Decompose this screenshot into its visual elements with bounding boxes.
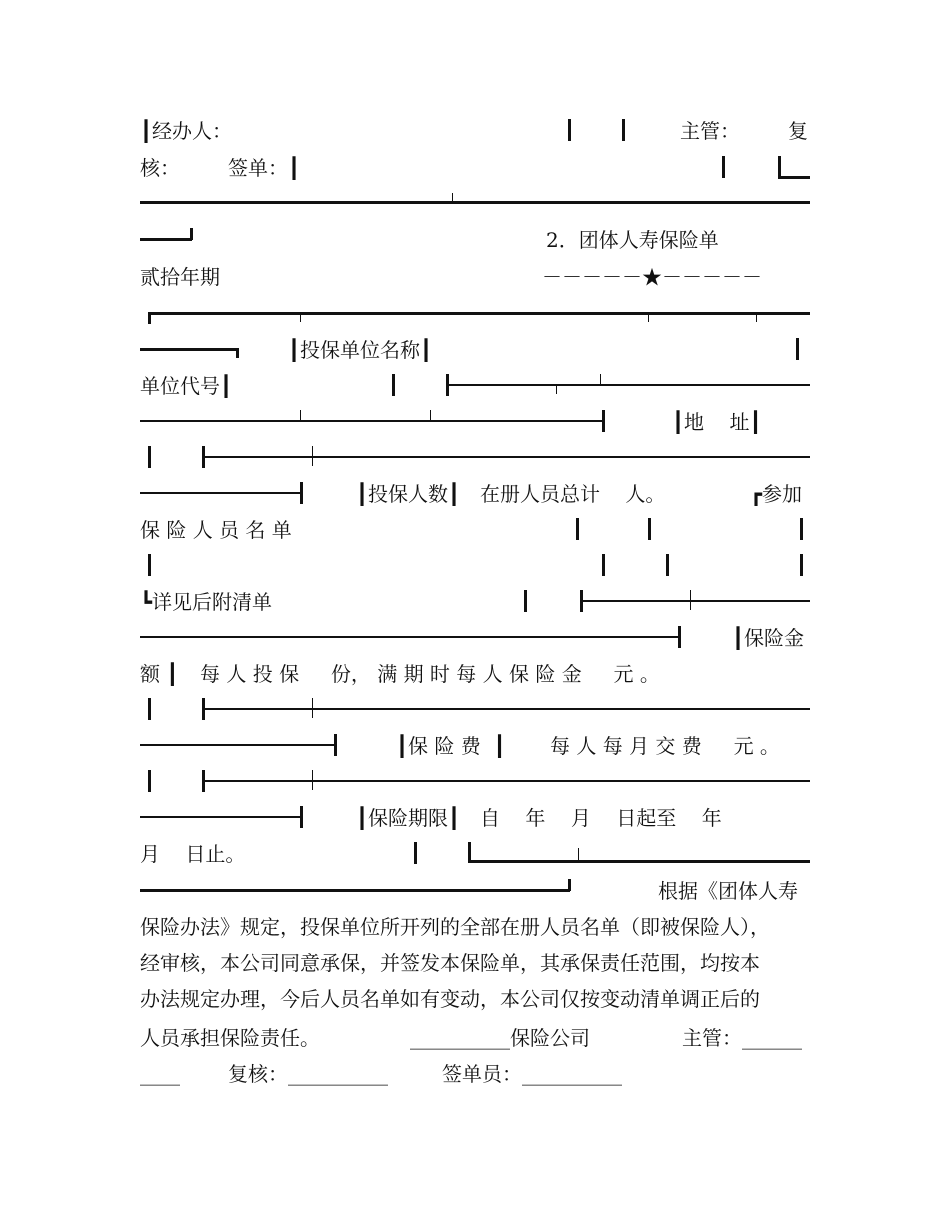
heavy-separator [140, 201, 810, 204]
row-unit-name [140, 332, 810, 368]
cell-divider [602, 410, 605, 432]
cell-line [140, 636, 678, 638]
separator-tick [452, 193, 453, 202]
cell-divider [666, 554, 669, 576]
table-tick [300, 312, 301, 322]
signature-footer [140, 1056, 810, 1092]
cell-divider [148, 770, 151, 792]
cell-tick [430, 410, 431, 420]
row-insured-count [140, 476, 810, 512]
cell-divider [392, 374, 395, 396]
row-border [140, 348, 238, 351]
cell-divider [414, 842, 417, 864]
cell-divider [576, 518, 579, 540]
table-bottom-end [568, 879, 571, 891]
cell-tick [312, 446, 313, 466]
policy-period: 贰拾年期 [140, 265, 220, 289]
clause-line: 保险办法》规定，投保单位所开列的全部在册人员名单（即被保险人）， [140, 915, 770, 939]
row-address [140, 404, 810, 440]
row-term [140, 800, 810, 836]
cell-divider [148, 554, 151, 576]
insured-count-label: ┃投保人数┃ [356, 482, 461, 506]
row-divider [140, 440, 810, 476]
cell-divider [796, 338, 799, 360]
signature-line-2 [140, 150, 810, 186]
row-insured-list-value [140, 584, 810, 620]
cell-line [140, 816, 300, 818]
cell-line [202, 780, 810, 782]
row-border-end [236, 348, 239, 358]
term-label: ┃保险期限┃ [356, 806, 461, 830]
cell-tick [312, 770, 313, 790]
sum-insured-label-start: ┃保险金 [732, 626, 805, 650]
row-sum-value [140, 656, 810, 692]
cell-line [202, 708, 810, 710]
table-tick [648, 312, 649, 322]
cell-line [140, 420, 602, 422]
signer-signature: 签单员：__________ [442, 1062, 622, 1086]
table-tick [756, 312, 757, 322]
row-sum-label [140, 620, 810, 656]
cell-divider [300, 806, 303, 828]
supervisor-signature-cont: ____ [140, 1062, 180, 1086]
term-value: 自 年 月 日起至 年 [480, 806, 722, 830]
table-top-corner [148, 312, 151, 324]
clause-line-end: 人员承担保险责任。 [140, 1026, 320, 1050]
cell-tick [578, 848, 579, 860]
cell-divider [524, 590, 527, 612]
cell-divider [648, 518, 651, 540]
corner-bracket-arm [778, 176, 810, 179]
clause-lead: 根据《团体人寿 [658, 879, 798, 903]
insured-list-label-start: ┏参加 [750, 482, 803, 506]
cell-line [580, 600, 810, 602]
company-signature: __________保险公司 [410, 1026, 590, 1050]
sum-insured-label-end: 额 ┃ [140, 662, 179, 686]
cell-line [140, 744, 334, 746]
clause-last-line [140, 1020, 810, 1056]
table-bottom-line [468, 860, 810, 863]
premium-value: 每 人 每 月 交 费 元 。 [550, 734, 780, 758]
table-top-border [148, 312, 810, 315]
title-decoration: －－－－－★－－－－－ [542, 265, 762, 289]
cell-divider [622, 119, 625, 141]
table-bottom-corner [468, 842, 471, 862]
row-premium [140, 728, 810, 764]
table-bottom-border [140, 889, 570, 892]
title-line [140, 222, 810, 258]
row-insured-list [140, 512, 810, 548]
corner-bracket [778, 156, 781, 178]
cell-tick [600, 374, 601, 384]
clause-line: 经审核，本公司同意承保，并签发本保险单，其承保责任范围，均按本 [140, 951, 760, 975]
review-signature: 复核：__________ [228, 1062, 388, 1086]
cell-tick [312, 698, 313, 718]
cell-tick [300, 410, 301, 420]
cell-divider [602, 554, 605, 576]
cell-divider [300, 482, 303, 504]
operator-label: ┃经办人： [140, 119, 233, 143]
sum-insured-value: 每 人 投 保 份， 满 期 时 每 人 保 险 金 元 。 [200, 662, 660, 686]
row-divider [140, 692, 810, 728]
unit-code-label: 单位代号┃ [140, 374, 233, 398]
review-label-start: 复 [788, 119, 808, 143]
insured-count-value: 在册人员总计 人。 [480, 482, 666, 506]
cell-divider [678, 626, 681, 648]
cell-divider [568, 119, 571, 141]
row-unit-code [140, 368, 810, 404]
premium-label: ┃保 险 费 ┃ [396, 734, 506, 758]
cell-divider [334, 734, 337, 756]
review-label-end: 核： [140, 156, 180, 180]
term-value-end: 月 日止。 [140, 842, 246, 866]
cell-divider [148, 446, 151, 468]
row-divider [140, 764, 810, 800]
signature-line-1 [140, 113, 810, 149]
cell-line [140, 492, 300, 494]
cell-divider [800, 518, 803, 540]
supervisor-label: 主管： [680, 119, 740, 143]
row-table-bottom [140, 873, 810, 909]
cell-line [446, 384, 810, 386]
table-end-line [140, 238, 192, 241]
table-end-bracket [190, 228, 193, 240]
clause-line: 办法规定办理，今后人员名单如有变动，本公司仅按变动清单调正后的 [140, 987, 760, 1011]
policy-title: 2．团体人寿保险单 [546, 228, 719, 252]
cell-divider [722, 156, 725, 178]
unit-name-label: ┃投保单位名称┃ [288, 338, 433, 362]
cell-tick [690, 590, 691, 610]
cell-divider [800, 554, 803, 576]
supervisor-signature: 主管：______ [682, 1026, 802, 1050]
cell-tick [556, 384, 557, 394]
period-line [140, 259, 810, 295]
row-term-end [140, 836, 810, 872]
cell-divider [148, 698, 151, 720]
row-bars [140, 548, 810, 584]
insured-list-label: 保 险 人 员 名 单 [140, 518, 292, 542]
insured-list-value: ┗详见后附清单 [140, 590, 273, 614]
address-label: ┃地 址┃ [672, 410, 762, 434]
sign-label: 签单：┃ [228, 156, 301, 180]
cell-line [202, 456, 810, 458]
